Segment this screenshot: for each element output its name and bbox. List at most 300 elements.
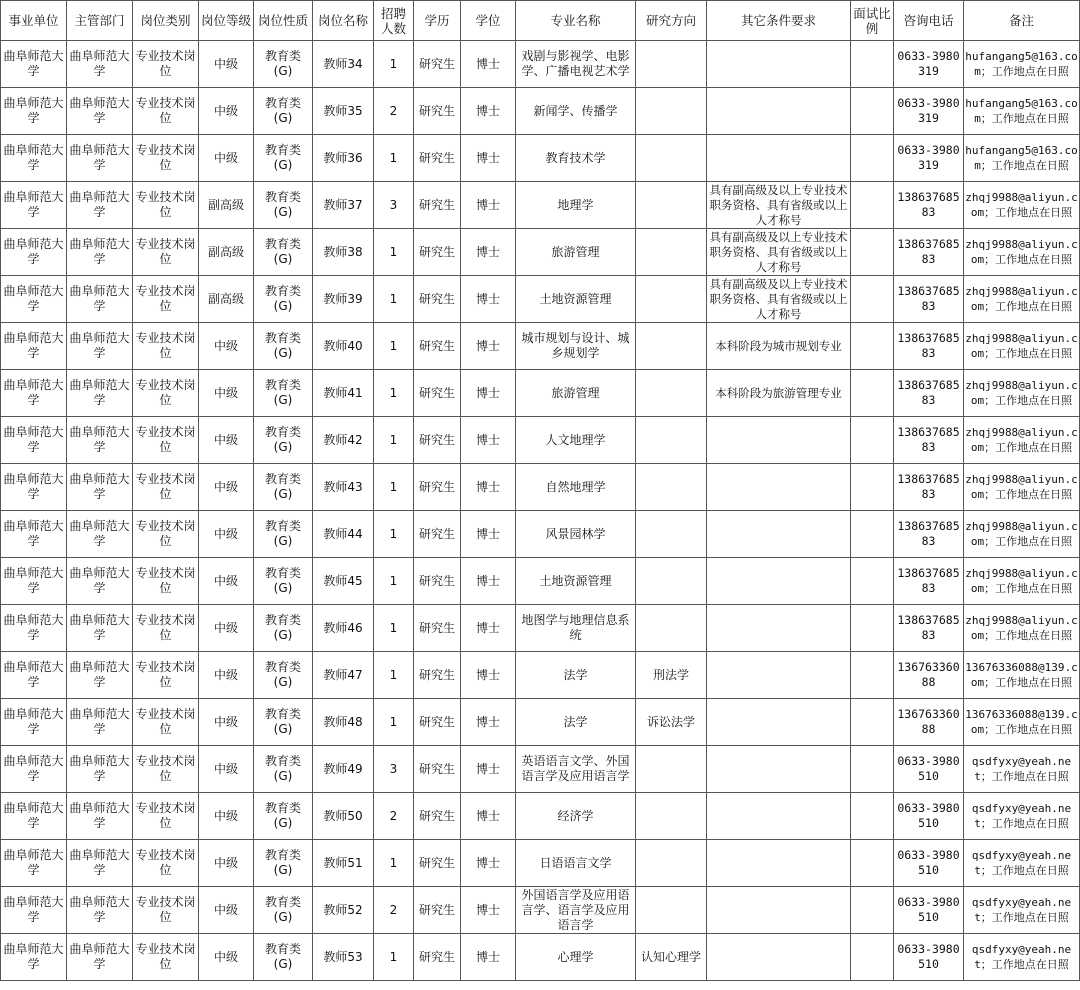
cell-edu: 研究生 [414,417,461,464]
cell-nature: 教育类(G) [254,793,313,840]
cell-category: 专业技术岗位 [133,699,199,746]
cell-ratio [851,370,894,417]
cell-degree: 博士 [461,746,516,793]
cell-unit: 曲阜师范大学 [1,558,67,605]
cell-phone: 13676336088 [894,652,964,699]
cell-degree: 博士 [461,793,516,840]
cell-major: 教育技术学 [516,135,636,182]
cell-note: qsdfyxy@yeah.net；工作地点在日照 [964,934,1080,981]
cell-unit: 曲阜师范大学 [1,746,67,793]
cell-level: 中级 [199,605,254,652]
table-row [1,276,1080,323]
cell-unit: 曲阜师范大学 [1,464,67,511]
cell-unit: 曲阜师范大学 [1,370,67,417]
cell-note: zhqj9988@aliyun.com；工作地点在日照 [964,276,1080,323]
cell-direction [636,370,707,417]
cell-post: 教师39 [313,276,374,323]
cell-post: 教师41 [313,370,374,417]
cell-note: zhqj9988@aliyun.com；工作地点在日照 [964,464,1080,511]
cell-other: 具有副高级及以上专业技术职务资格、具有省级或以上人才称号 [707,182,851,229]
cell-major: 自然地理学 [516,464,636,511]
cell-post: 教师50 [313,793,374,840]
cell-unit: 曲阜师范大学 [1,840,67,887]
cell-dept: 曲阜师范大学 [67,370,133,417]
cell-other: 具有副高级及以上专业技术职务资格、具有省级或以上人才称号 [707,276,851,323]
cell-other [707,840,851,887]
cell-level: 中级 [199,370,254,417]
cell-edu: 研究生 [414,934,461,981]
cell-dept: 曲阜师范大学 [67,699,133,746]
cell-dept: 曲阜师范大学 [67,746,133,793]
cell-major: 法学 [516,652,636,699]
cell-count: 1 [374,605,414,652]
cell-phone: 13863768583 [894,370,964,417]
cell-nature: 教育类(G) [254,370,313,417]
header-dept: 主管部门 [67,1,133,41]
cell-dept: 曲阜师范大学 [67,182,133,229]
cell-other [707,887,851,934]
cell-major: 外国语言学及应用语言学、语言学及应用语言学 [516,887,636,934]
cell-post: 教师43 [313,464,374,511]
cell-phone: 0633-3980510 [894,746,964,793]
cell-edu: 研究生 [414,652,461,699]
cell-phone: 0633-3980510 [894,887,964,934]
cell-other [707,934,851,981]
cell-category: 专业技术岗位 [133,605,199,652]
cell-degree: 博士 [461,464,516,511]
cell-direction [636,323,707,370]
cell-edu: 研究生 [414,887,461,934]
cell-degree: 博士 [461,323,516,370]
cell-dept: 曲阜师范大学 [67,135,133,182]
cell-ratio [851,464,894,511]
cell-nature: 教育类(G) [254,41,313,88]
cell-note: qsdfyxy@yeah.net；工作地点在日照 [964,840,1080,887]
cell-degree: 博士 [461,135,516,182]
cell-post: 教师38 [313,229,374,276]
cell-dept: 曲阜师范大学 [67,934,133,981]
cell-post: 教师35 [313,88,374,135]
table-row [1,370,1080,417]
cell-level: 副高级 [199,276,254,323]
cell-other [707,793,851,840]
cell-unit: 曲阜师范大学 [1,934,67,981]
cell-direction [636,511,707,558]
cell-ratio [851,605,894,652]
cell-category: 专业技术岗位 [133,276,199,323]
cell-unit: 曲阜师范大学 [1,652,67,699]
cell-category: 专业技术岗位 [133,229,199,276]
cell-level: 中级 [199,417,254,464]
cell-level: 中级 [199,323,254,370]
cell-major: 城市规划与设计、城乡规划学 [516,323,636,370]
cell-category: 专业技术岗位 [133,558,199,605]
table-row [1,840,1080,887]
cell-direction [636,182,707,229]
cell-level: 中级 [199,652,254,699]
cell-note: zhqj9988@aliyun.com；工作地点在日照 [964,229,1080,276]
cell-ratio [851,887,894,934]
cell-nature: 教育类(G) [254,934,313,981]
cell-ratio [851,793,894,840]
cell-other: 本科阶段为旅游管理专业 [707,370,851,417]
cell-other [707,417,851,464]
cell-category: 专业技术岗位 [133,417,199,464]
cell-dept: 曲阜师范大学 [67,511,133,558]
cell-ratio [851,417,894,464]
table-body [1,41,1080,981]
cell-degree: 博士 [461,41,516,88]
cell-level: 中级 [199,558,254,605]
header-other: 其它条件要求 [707,1,851,41]
cell-unit: 曲阜师范大学 [1,887,67,934]
cell-post: 教师42 [313,417,374,464]
cell-dept: 曲阜师范大学 [67,840,133,887]
cell-phone: 13863768583 [894,276,964,323]
table-row [1,793,1080,840]
cell-category: 专业技术岗位 [133,464,199,511]
cell-phone: 13863768583 [894,182,964,229]
cell-major: 戏剧与影视学、电影学、广播电视艺术学 [516,41,636,88]
header-nature: 岗位性质 [254,1,313,41]
cell-direction [636,41,707,88]
cell-post: 教师47 [313,652,374,699]
cell-note: hufangang5@163.com；工作地点在日照 [964,88,1080,135]
cell-level: 中级 [199,934,254,981]
cell-direction [636,558,707,605]
cell-unit: 曲阜师范大学 [1,276,67,323]
cell-note: qsdfyxy@yeah.net；工作地点在日照 [964,887,1080,934]
cell-edu: 研究生 [414,41,461,88]
cell-level: 中级 [199,887,254,934]
cell-ratio [851,323,894,370]
header-count: 招聘人数 [374,1,414,41]
cell-direction [636,887,707,934]
header-note: 备注 [964,1,1080,41]
cell-category: 专业技术岗位 [133,370,199,417]
cell-count: 1 [374,370,414,417]
cell-edu: 研究生 [414,370,461,417]
cell-unit: 曲阜师范大学 [1,323,67,370]
cell-count: 1 [374,464,414,511]
cell-unit: 曲阜师范大学 [1,88,67,135]
cell-degree: 博士 [461,887,516,934]
cell-direction [636,229,707,276]
cell-direction [636,746,707,793]
cell-level: 副高级 [199,229,254,276]
table-row [1,417,1080,464]
cell-edu: 研究生 [414,135,461,182]
cell-nature: 教育类(G) [254,182,313,229]
cell-phone: 13863768583 [894,511,964,558]
cell-other [707,511,851,558]
cell-note: 13676336088@139.com；工作地点在日照 [964,699,1080,746]
cell-nature: 教育类(G) [254,135,313,182]
cell-count: 1 [374,558,414,605]
cell-note: zhqj9988@aliyun.com；工作地点在日照 [964,558,1080,605]
cell-note: zhqj9988@aliyun.com；工作地点在日照 [964,370,1080,417]
cell-count: 2 [374,88,414,135]
cell-edu: 研究生 [414,323,461,370]
cell-note: zhqj9988@aliyun.com；工作地点在日照 [964,182,1080,229]
table-row [1,887,1080,934]
cell-dept: 曲阜师范大学 [67,464,133,511]
cell-edu: 研究生 [414,88,461,135]
table-row [1,605,1080,652]
cell-post: 教师49 [313,746,374,793]
cell-count: 3 [374,182,414,229]
cell-ratio [851,88,894,135]
cell-level: 中级 [199,464,254,511]
cell-degree: 博士 [461,182,516,229]
header-ratio: 面试比例 [851,1,894,41]
cell-count: 1 [374,41,414,88]
cell-dept: 曲阜师范大学 [67,276,133,323]
cell-other [707,135,851,182]
cell-note: zhqj9988@aliyun.com；工作地点在日照 [964,605,1080,652]
table-row [1,323,1080,370]
cell-major: 旅游管理 [516,370,636,417]
cell-note: qsdfyxy@yeah.net；工作地点在日照 [964,746,1080,793]
cell-phone: 13863768583 [894,323,964,370]
cell-major: 人文地理学 [516,417,636,464]
cell-other [707,88,851,135]
cell-count: 1 [374,934,414,981]
cell-edu: 研究生 [414,699,461,746]
table-row [1,182,1080,229]
cell-nature: 教育类(G) [254,417,313,464]
cell-category: 专业技术岗位 [133,511,199,558]
cell-nature: 教育类(G) [254,323,313,370]
cell-unit: 曲阜师范大学 [1,229,67,276]
cell-major: 地理学 [516,182,636,229]
cell-post: 教师46 [313,605,374,652]
cell-count: 3 [374,746,414,793]
cell-ratio [851,135,894,182]
cell-dept: 曲阜师范大学 [67,558,133,605]
cell-edu: 研究生 [414,276,461,323]
cell-edu: 研究生 [414,605,461,652]
cell-category: 专业技术岗位 [133,135,199,182]
table-row [1,511,1080,558]
cell-edu: 研究生 [414,840,461,887]
cell-major: 土地资源管理 [516,276,636,323]
table-row [1,934,1080,981]
header-degree: 学位 [461,1,516,41]
cell-level: 中级 [199,135,254,182]
cell-post: 教师51 [313,840,374,887]
cell-nature: 教育类(G) [254,88,313,135]
header-unit: 事业单位 [1,1,67,41]
cell-degree: 博士 [461,511,516,558]
table-row [1,41,1080,88]
cell-major: 法学 [516,699,636,746]
cell-edu: 研究生 [414,511,461,558]
cell-degree: 博士 [461,276,516,323]
cell-edu: 研究生 [414,464,461,511]
cell-phone: 13863768583 [894,558,964,605]
cell-other [707,605,851,652]
cell-direction [636,88,707,135]
cell-count: 1 [374,135,414,182]
cell-major: 日语语言文学 [516,840,636,887]
cell-post: 教师45 [313,558,374,605]
cell-direction [636,605,707,652]
cell-dept: 曲阜师范大学 [67,417,133,464]
cell-major: 土地资源管理 [516,558,636,605]
cell-category: 专业技术岗位 [133,88,199,135]
cell-degree: 博士 [461,558,516,605]
cell-level: 中级 [199,840,254,887]
cell-category: 专业技术岗位 [133,840,199,887]
cell-category: 专业技术岗位 [133,652,199,699]
cell-post: 教师40 [313,323,374,370]
cell-direction [636,417,707,464]
cell-unit: 曲阜师范大学 [1,417,67,464]
header-level: 岗位等级 [199,1,254,41]
cell-phone: 13676336088 [894,699,964,746]
cell-degree: 博士 [461,605,516,652]
cell-note: qsdfyxy@yeah.net；工作地点在日照 [964,793,1080,840]
table-row [1,652,1080,699]
cell-unit: 曲阜师范大学 [1,41,67,88]
header-direction: 研究方向 [636,1,707,41]
cell-other [707,464,851,511]
cell-phone: 0633-3980319 [894,88,964,135]
cell-ratio [851,182,894,229]
cell-phone: 13863768583 [894,605,964,652]
cell-degree: 博士 [461,88,516,135]
table-row [1,746,1080,793]
cell-direction [636,135,707,182]
cell-note: hufangang5@163.com；工作地点在日照 [964,135,1080,182]
cell-edu: 研究生 [414,558,461,605]
cell-count: 1 [374,840,414,887]
cell-count: 1 [374,511,414,558]
cell-unit: 曲阜师范大学 [1,135,67,182]
cell-phone: 13863768583 [894,464,964,511]
cell-unit: 曲阜师范大学 [1,182,67,229]
cell-ratio [851,652,894,699]
header-row [1,1,1080,41]
cell-category: 专业技术岗位 [133,934,199,981]
cell-nature: 教育类(G) [254,229,313,276]
cell-level: 中级 [199,88,254,135]
cell-phone: 0633-3980510 [894,793,964,840]
cell-nature: 教育类(G) [254,840,313,887]
cell-post: 教师37 [313,182,374,229]
cell-category: 专业技术岗位 [133,793,199,840]
cell-level: 中级 [199,793,254,840]
cell-other [707,699,851,746]
cell-count: 1 [374,417,414,464]
cell-nature: 教育类(G) [254,511,313,558]
cell-direction: 诉讼法学 [636,699,707,746]
cell-dept: 曲阜师范大学 [67,793,133,840]
cell-post: 教师44 [313,511,374,558]
cell-count: 2 [374,793,414,840]
cell-edu: 研究生 [414,182,461,229]
cell-ratio [851,840,894,887]
table-row [1,464,1080,511]
cell-note: 13676336088@139.com；工作地点在日照 [964,652,1080,699]
cell-level: 中级 [199,746,254,793]
cell-degree: 博士 [461,699,516,746]
cell-ratio [851,276,894,323]
cell-dept: 曲阜师范大学 [67,652,133,699]
cell-major: 英语语言文学、外国语言学及应用语言学 [516,746,636,793]
cell-ratio [851,934,894,981]
cell-count: 1 [374,276,414,323]
cell-phone: 13863768583 [894,417,964,464]
cell-nature: 教育类(G) [254,464,313,511]
table-row [1,135,1080,182]
cell-major: 地图学与地理信息系统 [516,605,636,652]
cell-note: zhqj9988@aliyun.com；工作地点在日照 [964,511,1080,558]
cell-category: 专业技术岗位 [133,41,199,88]
cell-unit: 曲阜师范大学 [1,605,67,652]
header-edu: 学历 [414,1,461,41]
cell-edu: 研究生 [414,229,461,276]
cell-major: 旅游管理 [516,229,636,276]
cell-other: 具有副高级及以上专业技术职务资格、具有省级或以上人才称号 [707,229,851,276]
cell-count: 1 [374,323,414,370]
cell-category: 专业技术岗位 [133,887,199,934]
cell-ratio [851,746,894,793]
cell-degree: 博士 [461,417,516,464]
cell-post: 教师52 [313,887,374,934]
cell-phone: 0633-3980319 [894,135,964,182]
cell-other [707,41,851,88]
cell-other [707,746,851,793]
cell-note: zhqj9988@aliyun.com；工作地点在日照 [964,417,1080,464]
cell-post: 教师36 [313,135,374,182]
cell-level: 中级 [199,511,254,558]
cell-dept: 曲阜师范大学 [67,887,133,934]
cell-category: 专业技术岗位 [133,746,199,793]
cell-nature: 教育类(G) [254,746,313,793]
cell-edu: 研究生 [414,746,461,793]
cell-major: 经济学 [516,793,636,840]
cell-edu: 研究生 [414,793,461,840]
cell-level: 中级 [199,699,254,746]
cell-direction [636,793,707,840]
cell-category: 专业技术岗位 [133,323,199,370]
header-major: 专业名称 [516,1,636,41]
cell-count: 1 [374,229,414,276]
cell-degree: 博士 [461,652,516,699]
cell-degree: 博士 [461,370,516,417]
table-row [1,558,1080,605]
cell-degree: 博士 [461,840,516,887]
cell-phone: 0633-3980510 [894,840,964,887]
cell-dept: 曲阜师范大学 [67,605,133,652]
cell-degree: 博士 [461,934,516,981]
cell-post: 教师53 [313,934,374,981]
cell-direction [636,464,707,511]
cell-direction: 认知心理学 [636,934,707,981]
cell-direction [636,840,707,887]
cell-nature: 教育类(G) [254,605,313,652]
cell-unit: 曲阜师范大学 [1,699,67,746]
header-post: 岗位名称 [313,1,374,41]
cell-note: zhqj9988@aliyun.com；工作地点在日照 [964,323,1080,370]
cell-count: 1 [374,652,414,699]
cell-dept: 曲阜师范大学 [67,229,133,276]
cell-ratio [851,511,894,558]
cell-nature: 教育类(G) [254,699,313,746]
cell-note: hufangang5@163.com；工作地点在日照 [964,41,1080,88]
